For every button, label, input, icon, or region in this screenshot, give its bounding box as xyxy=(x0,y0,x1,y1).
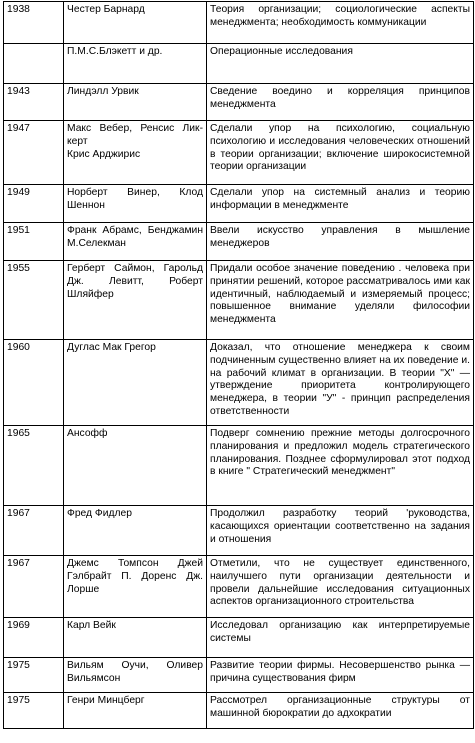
year-cell: 1938 xyxy=(4,2,64,44)
author-line: Макс Вебер, Ренсис Лик-керт xyxy=(67,123,203,147)
author-cell: Генри Минцберг xyxy=(64,693,207,729)
table-row xyxy=(4,340,474,426)
author-cell: Ансофф xyxy=(64,426,207,506)
table-row xyxy=(4,121,474,185)
author-cell xyxy=(64,121,207,185)
author-cell: Дуглас Мак Грегор xyxy=(64,340,207,426)
description-cell: Развитие теории фирмы. Несовершенство рынка — причина существования фирм xyxy=(207,658,474,693)
author-cell: Карл Вейк xyxy=(64,618,207,658)
author-cell: Честер Барнард xyxy=(64,2,207,44)
author-cell: Франк Абрамс, Бенджамин М.Селекман xyxy=(64,223,207,261)
table-row xyxy=(4,658,474,693)
year-cell: 1947 xyxy=(4,121,64,185)
management-history-table xyxy=(3,1,474,729)
description-cell: Доказал, что отношение менеджера к своим подчиненным существенно влияет на их поведение и. на рабочий климат в организации. В теории "X" — утверждение приоритета контролирующего менеджера, в теории "У" - принцип распределения ответственности xyxy=(207,340,474,426)
table-row xyxy=(4,506,474,556)
description-cell: Сделали упор на психологию, социальную психологию и исследования человеческих отношений в теории организации; включение широкосистемной теории организации xyxy=(207,121,474,185)
author-line: Крис Арджирис xyxy=(67,148,141,160)
description-cell: Подверг сомнению прежние методы долгосрочного планирования и предложил модель стратегического планирования. Позднее сформулировал этот подход в книге " Стратегический менеджмент" xyxy=(207,426,474,506)
year-cell: 1965 xyxy=(4,426,64,506)
table-row xyxy=(4,84,474,121)
table-row xyxy=(4,2,474,44)
author-cell: Герберт Саймон, Гарольд Дж. Левитт, Роберт Шляйфер xyxy=(64,261,207,340)
author-cell: Норберт Винер, Клод Шеннон xyxy=(64,185,207,223)
year-cell: 1943 xyxy=(4,84,64,121)
table-row xyxy=(4,261,474,340)
year-cell: 1975 xyxy=(4,658,64,693)
table-row xyxy=(4,556,474,618)
author-cell: Джемс Томпсон Джей Гэлбрайт П. Доренс Дж. Лорше xyxy=(64,556,207,618)
table-row xyxy=(4,693,474,729)
description-cell: Исследовал организацию как интерпретируемые системы xyxy=(207,618,474,658)
description-cell: Операционные исследования xyxy=(207,44,474,84)
description-cell: Отметили, что не существует единственного, наилучшего пути организации деятельности и провели дальнейшие исследования ситуационных аспектов организационного строительства xyxy=(207,556,474,618)
table-row xyxy=(4,44,474,84)
description-cell: Придали особое значение поведению . человека при принятии решений, которое рассматривалось ими как идентичный, наблюдаемый и измеряемый процесс; повышенное внимание уделяли философии менеджмента xyxy=(207,261,474,340)
author-cell: П.М.С.Блэкетт и др. xyxy=(64,44,207,84)
author-cell: Вильям Оучи, Оливер Вильямсон xyxy=(64,658,207,693)
table-row xyxy=(4,426,474,506)
year-cell: 1967 xyxy=(4,556,64,618)
author-cell: Фред Фидлер xyxy=(64,506,207,556)
year-cell xyxy=(4,44,64,84)
description-cell: Ввели искусство управления в мышление менеджеров xyxy=(207,223,474,261)
table-row xyxy=(4,223,474,261)
description-cell: Сведение воедино и корреляция принципов менеджмента xyxy=(207,84,474,121)
description-cell: Теория организации; социологические аспекты менеджмента; необходимость коммуникации xyxy=(207,2,474,44)
description-cell: Сделали упор на системный анализ и теорию информации в менеджменте xyxy=(207,185,474,223)
description-cell: Продолжил разработку теорий 'руководства, касающихся ориентации соответственно на задания и отношения xyxy=(207,506,474,556)
year-cell: 1955 xyxy=(4,261,64,340)
year-cell: 1967 xyxy=(4,506,64,556)
author-cell: Линдэлл Урвик xyxy=(64,84,207,121)
year-cell: 1969 xyxy=(4,618,64,658)
table-row xyxy=(4,618,474,658)
year-cell: 1949 xyxy=(4,185,64,223)
description-cell: Рассмотрел организационные структуры от машинной бюрократии до адхократии xyxy=(207,693,474,729)
year-cell: 1951 xyxy=(4,223,64,261)
table-row xyxy=(4,185,474,223)
year-cell: 1960 xyxy=(4,340,64,426)
year-cell: 1975 xyxy=(4,693,64,729)
